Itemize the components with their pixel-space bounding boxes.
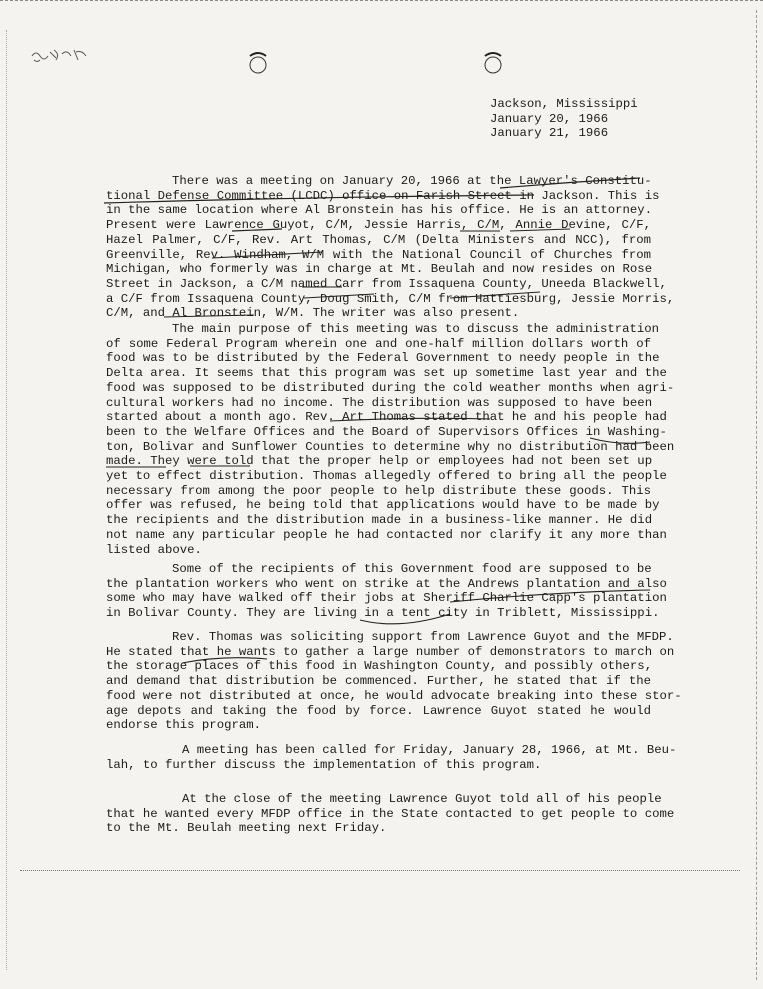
paragraph-line: Present were Lawrence Guyot, C/M, Jessie Harris, C/M, Annie Devine, C/F,: [106, 218, 651, 233]
paragraph-line: yet to effect distribution. Thomas allegedly offered to bring all the people: [106, 469, 667, 484]
bottom-dotted-rule: [20, 870, 740, 871]
paragraph-line: the storage places of this food in Washington County, and possibly others,: [106, 659, 653, 674]
paragraph-line: cultural workers had no income. The distribution was supposed to have been: [106, 395, 653, 410]
dateline: [490, 97, 638, 141]
paragraph-line: been to the Welfare Offices and the Board of Supervisors Offices in Washing-: [106, 424, 667, 439]
paragraph-line: and demand that distribution be commenced. Further, he stated that if the: [106, 674, 651, 689]
paragraph-line: There was a meeting on January 20, 1966 at the Lawyer's Constitu-: [172, 174, 652, 188]
punch-hole-right-icon: [481, 50, 505, 74]
paragraph-6: [106, 792, 675, 836]
paragraph-line: tional Defense Committee (LCDC) office on Farish Street in Jackson. This is: [106, 188, 660, 203]
paragraph-line: listed above.: [106, 542, 202, 557]
paragraph-line: The main purpose of this meeting was to discuss the administration: [172, 322, 660, 336]
paragraph-line: ton, Bolivar and Sunflower Counties to determine why no distribution had been: [106, 439, 675, 454]
paragraph-line: lah, to further discuss the implementation of this program.: [106, 757, 542, 772]
paragraph-line: Hazel Palmer, C/F, Rev. Art Thomas, C/M (Delta Ministers and NCC), from: [106, 232, 651, 247]
paragraph-line: the plantation workers who went on strike at the Andrews plantation and also: [106, 576, 667, 591]
paragraph-5: [106, 743, 677, 772]
paragraph-line: food was to be distributed by the Federal Government to needy people in the: [106, 351, 660, 366]
paragraph-line: to the Mt. Beulah meeting next Friday.: [106, 821, 387, 836]
paragraph-line: a C/F from Issaquena County, Doug Smith, C/M from Hattiesburg, Jessie Morris,: [106, 291, 675, 306]
paragraph-line: in the same location where Al Bronstein has his office. He is an attorney.: [106, 203, 653, 218]
handwritten-scribble: [30, 44, 90, 66]
paragraph-line: C/M, and Al Bronstein, W/M. The writer was also present.: [106, 306, 520, 321]
paragraph-2: [106, 322, 675, 557]
paragraph-line: Rev. Thomas was soliciting support from Lawrence Guyot and the MFDP.: [172, 630, 674, 644]
page-right-edge: [755, 10, 757, 980]
paragraph-line: A meeting has been called for Friday, January 28, 1966, at Mt. Beu-: [182, 743, 677, 757]
punch-hole-left-icon: [246, 50, 270, 74]
paragraph-line: started about a month ago. Rev. Art Thomas stated that he and his people had: [106, 410, 667, 425]
dateline-date-2: January 21, 1966: [490, 126, 609, 140]
paragraph-line: He stated that he wants to gather a large number of demonstrators to march on: [106, 644, 675, 659]
paragraph-line: Street in Jackson, a C/M named Carr from Issaquena County, Uneeda Blackwell,: [106, 276, 667, 291]
dateline-date-1: January 20, 1966: [490, 111, 609, 126]
paragraph-line: offer was refused, he being told that applications would have to be made by: [106, 498, 660, 513]
paragraph-line: endorse this program.: [106, 718, 261, 733]
paragraph-line: necessary from among the poor people to help distribute these goods. This: [106, 483, 651, 498]
paragraph-line: At the close of the meeting Lawrence Guyot told all of his people: [182, 792, 662, 806]
paragraph-line: Michigan, who formerly was in charge at Mt. Beulah and now resides on Rose: [106, 262, 653, 277]
paragraph-line: age depots and taking the food by force. Lawrence Guyot stated he would: [106, 703, 651, 718]
paragraph-line: in Bolivar County. They are living in a tent city in Triblett, Mississippi.: [106, 606, 660, 621]
paragraph-4: [106, 630, 682, 733]
paragraph-line: of some Federal Program wherein one and one-half million dollars worth of: [106, 336, 651, 351]
paragraph-line: not name any particular people he had contacted nor clarify it any more than: [106, 527, 667, 542]
paragraph-line: Delta area. It seems that this program was set up sometime last year and the: [106, 366, 667, 381]
paragraph-line: the recipients and the distribution made in a business-like manner. He did: [106, 513, 653, 528]
dateline-place: Jackson, Mississippi: [490, 97, 638, 111]
paragraph-line: food was supposed to be distributed during the cold weather months when agri-: [106, 380, 675, 395]
paragraph-line: made. They were told that the proper help or employees had not been set up: [106, 454, 653, 469]
page-left-edge: [6, 30, 8, 970]
paragraph-line: food were not distributed at once, he would advocate breaking into these stor-: [106, 688, 682, 703]
paragraph-line: Greenville, Rev. Windham, W/M with the National Council of Churches from: [106, 247, 651, 262]
paragraph-3: [106, 562, 667, 621]
paragraph-line: that he wanted every MFDP office in the State contacted to get people to come: [106, 806, 675, 821]
page-top-edge: [0, 0, 763, 5]
paragraph-1: [106, 174, 675, 321]
paragraph-line: some who may have walked off their jobs at Sheriff Charlie Capp's plantation: [106, 591, 667, 606]
paragraph-line: Some of the recipients of this Government food are supposed to be: [172, 562, 652, 576]
